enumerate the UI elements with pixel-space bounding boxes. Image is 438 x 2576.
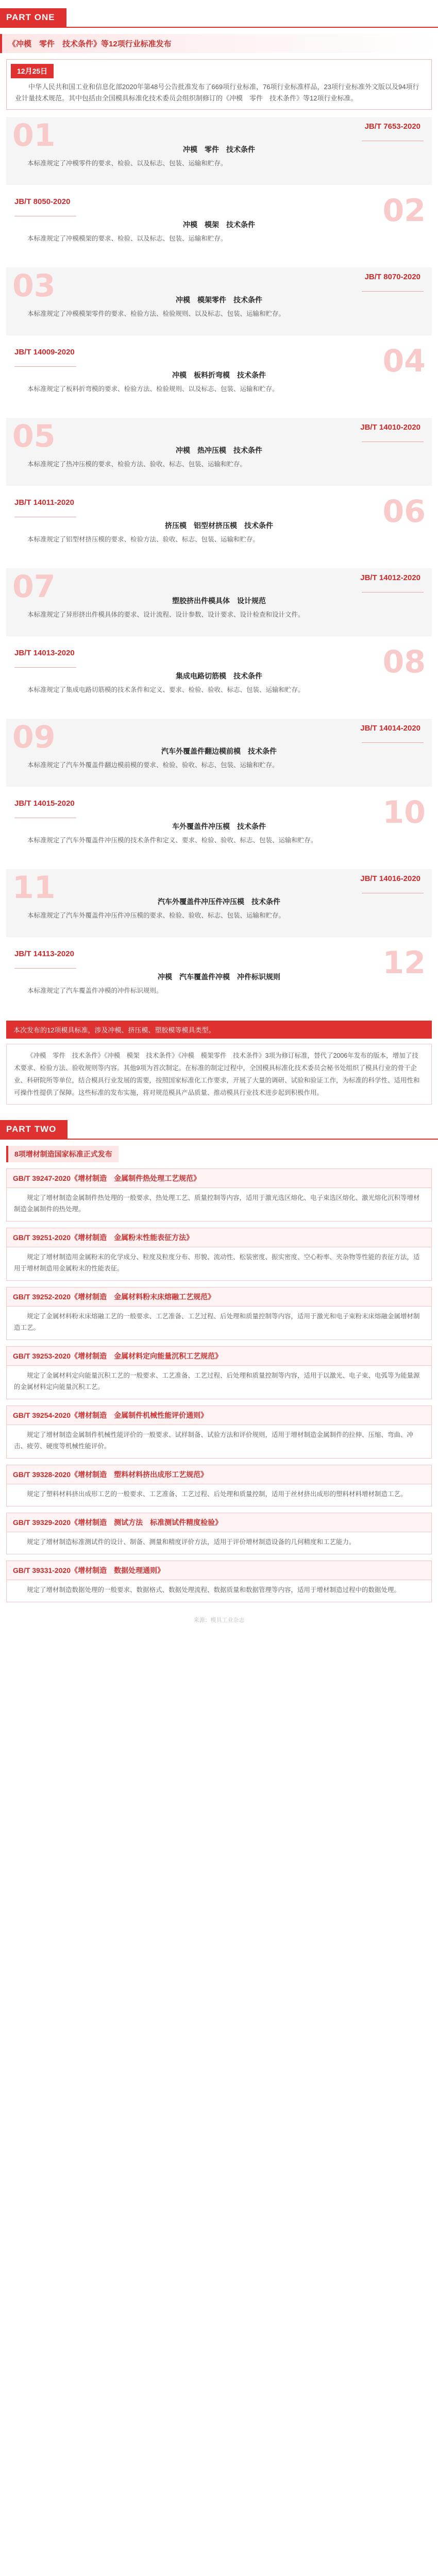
standard-number: 06 <box>382 494 426 530</box>
standard-code: JB/T 14012-2020 <box>360 573 420 582</box>
standard-card <box>6 794 432 862</box>
gb-standard-card <box>6 1346 432 1399</box>
standard-name: 冲模 汽车覆盖件冲模 冲件标识规则 <box>158 973 280 981</box>
divider-line <box>362 291 424 292</box>
standard-name: 冲模 模架 技术条件 <box>183 221 255 229</box>
part-one-subtitle: 《冲模 零件 技术条件》等12项行业标准发布 <box>0 34 438 53</box>
standard-card <box>6 418 432 486</box>
standard-card <box>6 192 432 260</box>
standard-number: 07 <box>12 569 56 605</box>
part-two-subtitle: 8项增材制造国家标准正式发布 <box>6 1146 119 1162</box>
standard-desc: 本标准规定了冲模零件的要求、检验、以及标志、包装、运输和贮存。 <box>27 160 227 167</box>
intro-text: 中华人民共和国工业和信息化部2020年第48号公告批准发布了669项行业标准，76项行业标准样品，23项行业标准外文版以及94项行业计量技术规范。其中包括由全国模具标准化技术委员会组织制修订的《冲模 零件 技术条件》等12项行业标准。 <box>15 83 419 102</box>
standard-name: 集成电路切筋模 技术条件 <box>176 672 262 680</box>
standards-list <box>0 117 438 1012</box>
standard-card <box>6 719 432 787</box>
standard-code: JB/T 14113-2020 <box>14 950 74 958</box>
gb-standard-card <box>6 1405 432 1459</box>
part-one-header <box>0 6 438 28</box>
gb-standard-card <box>6 1287 432 1340</box>
standard-name: 车外覆盖件冲压模 技术条件 <box>172 822 266 831</box>
divider-line <box>362 742 424 743</box>
standard-name: 挤压模 铝型材挤压模 技术条件 <box>165 521 273 530</box>
standard-number: 09 <box>12 719 56 755</box>
intro-box <box>6 59 432 110</box>
gb-standard-desc: 规定了金属材料定向能量沉积工艺的一般要求、工艺准备、工艺过程、后处理和质量控制等内容，适用于以激光、电子束、电弧等为能量源的金属材料定向能量沉积工艺。 <box>14 1372 420 1391</box>
standard-number: 12 <box>382 945 426 981</box>
part-one-label: PART ONE <box>0 8 66 27</box>
standard-name: 塑胶挤出件模具体 设计规范 <box>172 597 266 605</box>
standard-number: 08 <box>382 644 426 680</box>
standard-desc: 本标准规定了汽车外覆盖件翻边模前模的要求、检验、验收、标志、包装、运输和贮存。 <box>27 761 279 769</box>
gb-standard-card <box>6 1228 432 1281</box>
standard-code: JB/T 14011-2020 <box>14 498 74 507</box>
gb-standard-code: GB/T 39328-2020《增材制造 塑料材料挤出成形工艺规范》 <box>7 1465 431 1484</box>
standard-code: JB/T 8070-2020 <box>364 273 420 281</box>
standard-code: JB/T 8050-2020 <box>14 197 71 206</box>
footer-source: 来源：模具工业杂志 <box>193 1617 245 1623</box>
standard-desc: 本标准规定了铝型材挤压模的要求、检验方法、验收、标志、包装、运输和贮存。 <box>27 536 260 543</box>
standard-number: 05 <box>12 418 56 454</box>
standard-code: JB/T 14009-2020 <box>14 348 75 357</box>
part-two-header <box>0 1118 438 1140</box>
gb-standard-desc: 规定了增材制造金属制件机械性能评价的一般要求、试样制备、试验方法和评价规则，适用于增材制造金属制件的拉伸、压缩、弯曲、冲击、疲劳、硬度等机械性能评价。 <box>14 1431 414 1450</box>
gb-standard-code: GB/T 39251-2020《增材制造 金属粉末性能表征方法》 <box>7 1228 431 1247</box>
gb-standard-code: GB/T 39254-2020《增材制造 金属制件机械性能评价通则》 <box>7 1406 431 1425</box>
gb-standard-desc: 规定了塑料材料挤出成形工艺的一般要求、工艺准备、工艺过程、后处理和质量控制，适用于丝材挤出成形的塑料材料增材制造工艺。 <box>27 1490 407 1498</box>
standard-card <box>6 944 432 1012</box>
standard-name: 冲模 热冲压模 技术条件 <box>176 446 262 454</box>
standard-name: 冲模 板料折弯模 技术条件 <box>172 371 266 379</box>
gb-standard-code: GB/T 39252-2020《增材制造 金属材料粉末床熔融工艺规范》 <box>7 1287 431 1307</box>
standard-desc: 本标准规定了汽车外覆盖件冲压模的技术条件和定义、要求、检验、验收、标志、包装、运输和贮存。 <box>27 837 317 844</box>
gb-standard-code: GB/T 39329-2020《增材制造 测试方法 标准测试件精度检验》 <box>7 1513 431 1532</box>
divider-line <box>14 968 76 969</box>
gb-standard-desc: 规定了增材制造用金属粉末的化学成分、粒度及粒度分布、形貌、流动性、松装密度、振实密度、空心粉率、夹杂物等性能的表征方法，适用于增材制造用金属粉末的性能表征。 <box>14 1253 420 1272</box>
gb-standard-code: GB/T 39253-2020《增材制造 金属材料定向能量沉积工艺规范》 <box>7 1347 431 1366</box>
gb-standards-list <box>0 1168 438 1602</box>
standard-desc: 本标准规定了板料折弯模的要求、检验方法、检验规则、以及标志、包装、运输和贮存。 <box>27 385 279 393</box>
standard-card <box>6 343 432 411</box>
standard-desc: 本标准规定了冲模模架零件的要求、检验方法、检验规则、以及标志、包装、运输和贮存。 <box>27 310 285 317</box>
standard-desc: 本标准规定了冲模模架的要求、检验、以及标志、包装、运输和贮存。 <box>27 235 227 242</box>
standard-code: JB/T 7653-2020 <box>364 122 420 131</box>
part-two-label: PART TWO <box>0 1120 68 1139</box>
gb-standard-card <box>6 1513 432 1554</box>
standard-code: JB/T 14015-2020 <box>14 799 75 808</box>
standard-card <box>6 869 432 937</box>
divider-line <box>14 667 76 668</box>
standard-card <box>6 117 432 185</box>
standard-code: JB/T 14016-2020 <box>360 874 420 883</box>
standard-card <box>6 643 432 711</box>
closing-text: 《冲模 零件 技术条件》《冲模 模架 技术条件》《冲模 模架零件 技术条件》3项为修订标准，替代了2006年发布的版本，增加了技术要求、检验方法、验收规则等内容。其他9项为首次制定。在标准的制定过程中，全国模具标准化技术委员会秘书处组织了模具行业的骨干企业、科研院所等单位，结合模具行业发展的需要，按照国家标准化工作要求，开展了大量的调研、试验和验证工作，为标准的科学性、适用性和可操作性提供了保障。这些标准的发布实施，将对规范模具产品质量、推动模具行业技术进步起到积极作用。 <box>6 1044 432 1105</box>
gb-standard-card <box>6 1168 432 1222</box>
standard-desc: 本标准规定了汽车外覆盖件冲压件冲压模的要求、检验、验收、标志、包装、运输和贮存。 <box>27 912 285 919</box>
standard-card <box>6 493 432 561</box>
divider-line <box>14 366 76 367</box>
gb-standard-desc: 规定了增材制造金属制件热处理的一般要求、热处理工艺、质量控制等内容，适用于激光选区熔化、电子束选区熔化、激光熔化沉积等增材制造金属制件的热处理。 <box>14 1194 420 1213</box>
standard-number: 11 <box>12 870 56 906</box>
standard-desc: 本标准规定了集成电路切筋模的技术条件和定义、要求、检验、验收、标志、包装、运输和贮存。 <box>27 686 305 693</box>
standard-code: JB/T 14013-2020 <box>14 649 75 657</box>
standard-desc: 本标准规定了汽车覆盖件冲模的冲件标识规则。 <box>27 987 163 994</box>
standard-card <box>6 267 432 335</box>
standard-number: 04 <box>382 343 426 379</box>
standard-code: JB/T 14010-2020 <box>360 423 420 432</box>
standard-name: 冲模 零件 技术条件 <box>183 145 255 154</box>
standard-number: 01 <box>12 117 56 154</box>
gb-standard-code: GB/T 39331-2020《增材制造 数据处理通则》 <box>7 1561 431 1580</box>
standard-name: 汽车外覆盖件翻边模前模 技术条件 <box>161 747 277 755</box>
date-tag: 12月25日 <box>11 64 54 78</box>
standard-desc: 本标准规定了异形挤出件模具体的要求、设计流程、设计参数、设计要求、设计检查和设计文件。 <box>27 611 305 618</box>
gb-standard-code: GB/T 39247-2020《增材制造 金属制件热处理工艺规范》 <box>7 1169 431 1188</box>
standard-code: JB/T 14014-2020 <box>360 724 420 733</box>
gb-standard-card <box>6 1465 432 1506</box>
standard-name: 冲模 模架零件 技术条件 <box>176 296 262 304</box>
notice-banner: 本次发布的12项模具标准，涉及冲模、挤压模、塑胶模等模具类型。 <box>6 1021 432 1039</box>
gb-standard-desc: 规定了增材制造数据处理的一般要求、数据格式、数据处理流程、数据质量和数据管理等内容，适用于增材制造过程中的数据处理。 <box>27 1586 401 1594</box>
standard-desc: 本标准规定了热冲压模的要求、检验方法、验收、标志、包装、运输和贮存。 <box>27 461 247 468</box>
standard-number: 03 <box>12 268 56 304</box>
gb-standard-card <box>6 1561 432 1602</box>
standard-number: 10 <box>382 794 426 831</box>
standard-number: 02 <box>382 193 426 229</box>
gb-standard-desc: 规定了金属材料粉末床熔融工艺的一般要求、工艺准备、工艺过程、后处理和质量控制等内容，适用于激光和电子束粉末床熔融金属增材制造工艺。 <box>14 1313 420 1331</box>
standard-card <box>6 568 432 636</box>
gb-standard-desc: 规定了增材制造标准测试件的设计、制备、测量和精度评价方法，适用于评价增材制造设备的几何精度和工艺能力。 <box>27 1538 356 1546</box>
standard-name: 汽车外覆盖件冲压件冲压模 技术条件 <box>158 897 280 906</box>
